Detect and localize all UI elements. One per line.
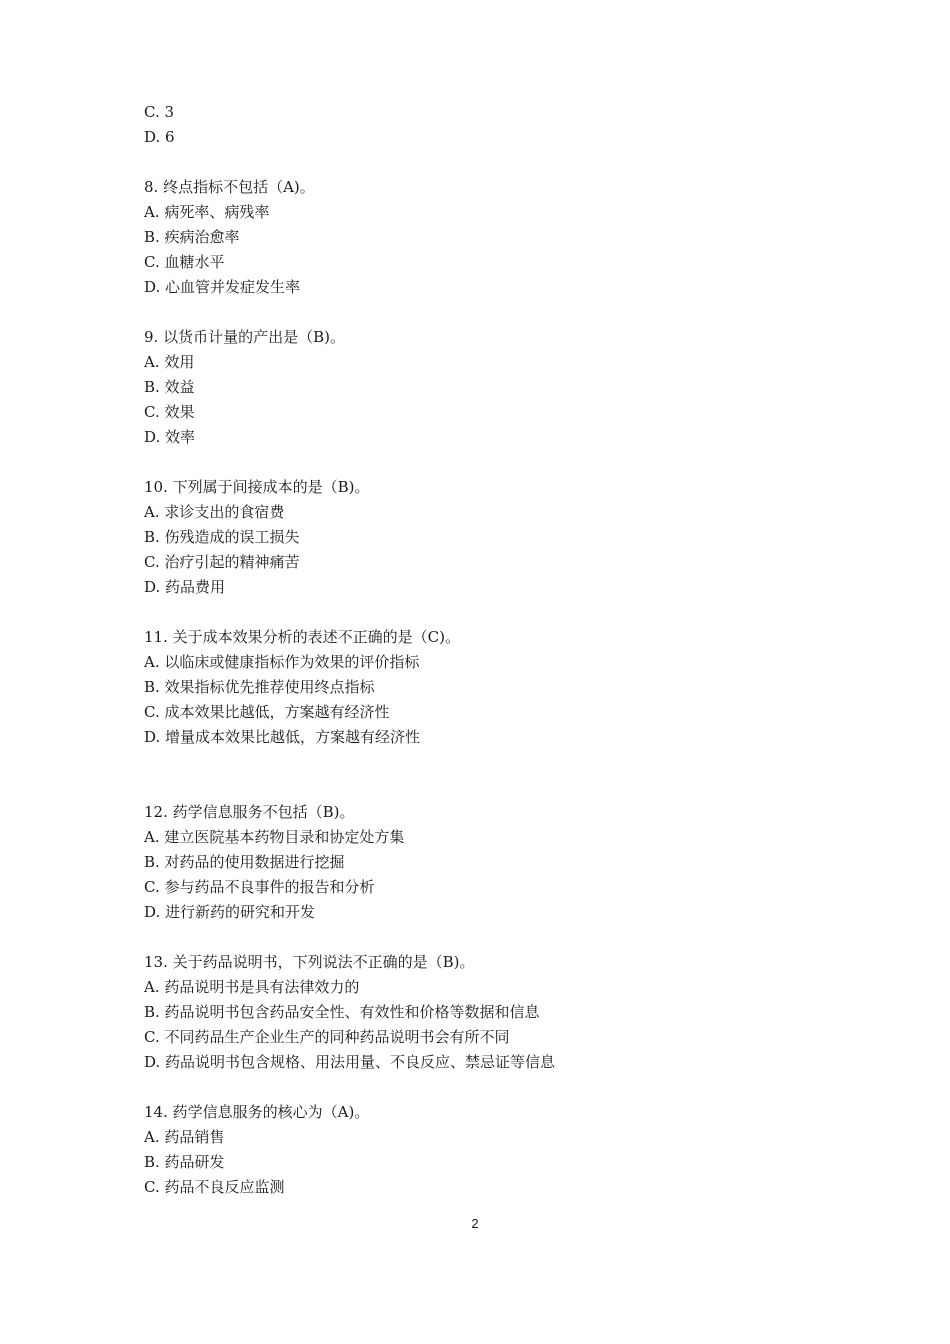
option: B. 效益 <box>144 378 195 396</box>
option: A. 求诊支出的食宿费 <box>144 503 285 521</box>
option: D. 增量成本效果比越低，方案越有经济性 <box>144 728 421 746</box>
question-12 <box>144 800 824 925</box>
option: B. 伤残造成的误工损失 <box>144 528 300 546</box>
option: A. 药品销售 <box>144 1128 225 1146</box>
option: D. 心血管并发症发生率 <box>144 278 301 296</box>
option: C. 3 <box>144 103 175 121</box>
option: D. 药品费用 <box>144 578 226 596</box>
question-stem: 10. 下列属于间接成本的是（B)。 <box>144 478 370 496</box>
option: C. 效果 <box>144 403 195 421</box>
question-9 <box>144 325 824 450</box>
option: C. 参与药品不良事件的报告和分析 <box>144 878 375 896</box>
question-stem: 9. 以货币计量的产出是（B)。 <box>144 328 345 346</box>
option: C. 成本效果比越低，方案越有经济性 <box>144 703 390 721</box>
option: B. 效果指标优先推荐使用终点指标 <box>144 678 375 696</box>
option: B. 药品说明书包含药品安全性、有效性和价格等数据和信息 <box>144 1003 540 1021</box>
option: D. 进行新药的研究和开发 <box>144 903 316 921</box>
option: B. 疾病治愈率 <box>144 228 240 246</box>
question-8 <box>144 175 824 300</box>
question-stem: 14. 药学信息服务的核心为（A)。 <box>144 1103 370 1121</box>
carryover-options <box>144 100 824 150</box>
option: A. 建立医院基本药物目录和协定处方集 <box>144 828 405 846</box>
question-stem: 12. 药学信息服务不包括（B)。 <box>144 803 355 821</box>
option: A. 以临床或健康指标作为效果的评价指标 <box>144 653 420 671</box>
option: C. 血糖水平 <box>144 253 225 271</box>
option: A. 药品说明书是具有法律效力的 <box>144 978 360 996</box>
question-10 <box>144 475 824 600</box>
option: A. 病死率、病残率 <box>144 203 270 221</box>
question-11 <box>144 625 824 750</box>
option: A. 效用 <box>144 353 195 371</box>
option: D. 效率 <box>144 428 196 446</box>
option: D. 药品说明书包含规格、用法用量、不良反应、禁忌证等信息 <box>144 1053 556 1071</box>
document-page <box>144 100 824 1200</box>
question-13 <box>144 950 824 1075</box>
option: C. 不同药品生产企业生产的同种药品说明书会有所不同 <box>144 1028 510 1046</box>
option: B. 对药品的使用数据进行挖掘 <box>144 853 345 871</box>
question-14 <box>144 1100 824 1200</box>
option: D. 6 <box>144 128 175 146</box>
question-stem: 11. 关于成本效果分析的表述不正确的是（C)。 <box>144 628 460 646</box>
option: B. 药品研发 <box>144 1153 225 1171</box>
page-number: 2 <box>471 1216 479 1231</box>
question-stem: 13. 关于药品说明书，下列说法不正确的是（B)。 <box>144 953 475 971</box>
option: C. 治疗引起的精神痛苦 <box>144 553 300 571</box>
question-stem: 8. 终点指标不包括（A)。 <box>144 178 315 196</box>
option: C. 药品不良反应监测 <box>144 1178 285 1196</box>
